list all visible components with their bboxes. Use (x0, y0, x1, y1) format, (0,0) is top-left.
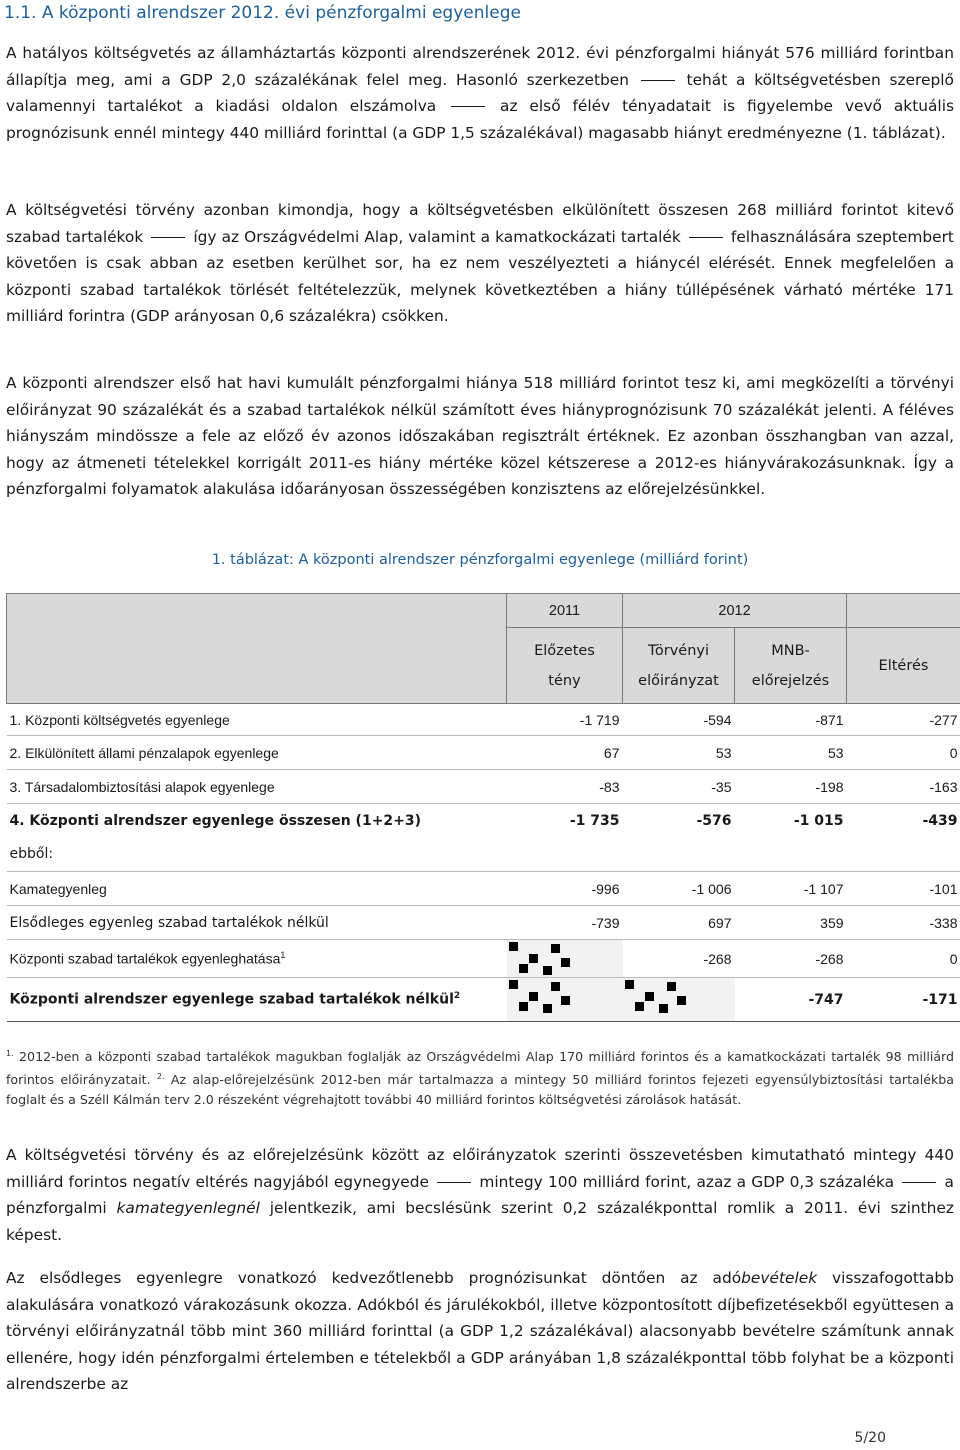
ebbol-label: ebből: (7, 838, 507, 872)
paragraph-italic: kamategyenlegnél (116, 1199, 260, 1218)
cell-2011-teny: -996 (507, 872, 623, 906)
empty-cell (623, 838, 735, 872)
header-text: Törvényi (647, 642, 710, 659)
cell-mnb: -871 (735, 704, 847, 736)
table-row (7, 770, 960, 804)
table-footnotes (6, 1044, 954, 1110)
row-label-cell (7, 940, 507, 978)
paragraph-text: A költségvetési törvény azonban kimondja, hogy a költségvetésben elkülönített összesen 268 milliárd forintot kitevő szabad tartalékok (6, 201, 954, 246)
header-text: Előzetes (534, 642, 595, 659)
paragraph-text: mintegy 100 milliárd forint, azaz a GDP 0,3 százaléka (479, 1172, 895, 1191)
table-header-row (7, 594, 960, 628)
cell-elteres: -277 (847, 704, 960, 736)
dash-mark (437, 1182, 471, 1183)
row-label: 3. Társadalombiztosítási alapok egyenlege (7, 770, 507, 804)
cell-mnb: -747 (735, 978, 847, 1022)
cell-elteres: -338 (847, 906, 960, 940)
cell-mnb: -198 (735, 770, 847, 804)
paragraph-elorejelzes (6, 1142, 954, 1248)
paragraph-kozponti-alrendszer: A központi alrendszer első hat havi kumulált pénzforgalmi hiánya 518 milliárd forintot tesz ki, ami megközelíti a törvényi előirányzat 90 százalékát és a szabad tartalékok nélkül számított éves hiányprognózisunk 70 százalékát jelenti. A féléves hiányszám mindössze a fele az előző év azonos időszakában regisztrált értéknek. Ez azonban összhangban van azzal, hogy az átmeneti tételekkel korrigált 2011-es hiány mértéke közel kétszerese a 2012-es hiányvárakozásunknak. Így a pénzforgalmi folyamatok alakulása időarányosan összességében konzisztens az előrejelzésünkkel. (6, 374, 954, 499)
cell-torvenyi: -268 (623, 940, 735, 978)
paragraph-text: jelentkezik, ami becslésünk szerint 0,2 százalékponttal romlik a 2011. évi szinthez képest. (6, 1199, 954, 1244)
cell-elteres: 0 (847, 736, 960, 770)
paragraph-text: így az Országvédelmi Alap, valamint a kamatkockázati tartalék (193, 227, 681, 246)
cell-mnb: 359 (735, 906, 847, 940)
header-empty-cell (7, 628, 507, 704)
dash-mark (689, 237, 723, 238)
paragraph-text: tehát a költségvetésben szereplő valamennyi tartalékot a kiadási oldalon elszámolva (6, 70, 954, 116)
cell-torvenyi: -576 (696, 812, 732, 829)
cell-mnb: 53 (735, 736, 847, 770)
cell-torvenyi: 53 (623, 736, 735, 770)
not-applicable-cell (507, 978, 623, 1022)
table-subheader-row (7, 628, 960, 704)
table-row (7, 704, 960, 736)
table-caption: 1. táblázat: A központi alrendszer pénzforgalmi egyenlege (milliárd forint) (211, 552, 749, 568)
paragraph-text: a pénzforgalmi (6, 1172, 954, 1218)
row-label: 1. Központi költségvetés egyenlege (7, 704, 507, 736)
header-elteres: Eltérés (847, 628, 960, 704)
paragraph-text: Az elsődleges egyenlegre vonatkozó kedvezőtlenebb prognózisunkat döntően az adó (6, 1269, 742, 1287)
table-row-total (7, 804, 960, 838)
dash-mark (151, 237, 185, 238)
balance-table (6, 593, 960, 1022)
header-year-2012: 2012 (623, 594, 847, 628)
cell-elteres: -439 (922, 812, 958, 829)
cell-mnb: -1 107 (735, 872, 847, 906)
table-row (7, 940, 960, 978)
cell-elteres: -101 (847, 872, 960, 906)
footnote-1: 2012-ben a központi szabad tartalékok magukban foglalják az Országvédelmi Alap 170 milliárd forintos és a kamatkockázati tartalék 98 milliárd forintos előirányzatait. (6, 1049, 954, 1088)
dash-mark (641, 80, 675, 81)
paragraph-koltsegvetesi-torveny (6, 197, 954, 330)
header-torvenyi-eloiranyzat (623, 628, 735, 704)
cell-2011-teny: -739 (507, 906, 623, 940)
paragraph-text: visszafogottabb alakulására vonatkozó várakozásunk okozza. Adókból és járulékokból, illetve központosított díjbefizetésekből együttesen a törvényi előirányzatnál több mint 360 milliárd forinttal (a GDP 1,2 százalékával) alacsonyabb bevételre számítunk annak ellenére, hogy idén pénzforgalmi értelemben e tételekből a GDP arányában 1,8 százalékponttal több folyhat be a központi alrendszerbe az (6, 1269, 954, 1394)
header-empty-cell (7, 594, 507, 628)
footnote-mark: 1. (6, 1049, 14, 1058)
header-year-2011: 2011 (507, 594, 623, 628)
page-number: 5/20 (854, 1430, 886, 1446)
cell-mnb: -268 (735, 940, 847, 978)
cell-2011-teny: -83 (507, 770, 623, 804)
row-label: Központi alrendszer egyenlege szabad tartalékok nélkül (9, 991, 454, 1008)
cell-torvenyi: -1 006 (623, 872, 735, 906)
empty-cell (735, 838, 847, 872)
paragraph-text: az első félév tényadatait is figyelembe vevő aktuális prognózisunk ennél mintegy 440 milliárd forinttal (a GDP 1,5 százalékával) magasabb hiányt eredményezne (1. táblázat). (6, 97, 954, 142)
paragraph-italic: bevételek (741, 1269, 818, 1287)
footnote-ref: 2 (453, 991, 461, 1002)
header-text: tény (548, 672, 581, 689)
cell-elteres: 0 (847, 940, 960, 978)
header-text: előirányzat (638, 672, 719, 689)
not-applicable-cell (623, 978, 735, 1022)
header-empty-cell (847, 594, 960, 628)
paragraph-text: A költségvetési törvény és az előrejelzésünk között az előirányzatok szerinti összevetésben kimutatható mintegy 440 milliárd forintos negatív eltérés nagyjából egynegyede (6, 1146, 954, 1191)
dash-mark (902, 1182, 936, 1183)
footnote-2: Az alap-előrejelzésünk 2012-ben már tartalmazza a mintegy 50 milliárd forintos fejezeti egyensúlybiztosítási tartalékba foglalt és a Széll Kálmán terv 2.0 részeként végrehajtott további 40 milliárd forintos költségvetési zárolások hatását. (6, 1072, 954, 1108)
row-label: 4. Központi alrendszer egyenlege összesen (1+2+3) (9, 812, 422, 829)
footnote-ref: 1 (280, 950, 286, 961)
paragraph-elsodleges-egyenleg (6, 1265, 954, 1398)
cell-2011-teny: -1 719 (507, 704, 623, 736)
table-row-ebbol (7, 838, 960, 872)
cell-torvenyi: -594 (623, 704, 735, 736)
cell-torvenyi: 697 (623, 906, 735, 940)
table-row (7, 978, 960, 1022)
paragraph-text: felhasználására szeptembert követően is csak abban az esetben kerülhet sor, ha ez nem veszélyezteti a hiánycél elérését. Ennek megfelelően a központi szabad tartalékok törlését feltételezzük, melynek következtében a hiány túllépésének várható mértéke 171 milliárd forintra (GDP arányosan 0,6 százalékra) csökken. (6, 227, 954, 326)
paragraph-text: A hatályos költségvetés az államháztartás központi alrendszerének 2012. évi pénzforgalmi hiányát 576 milliárd forintban állapítja meg, ami a GDP 2,0 százalékának felel meg. Hasonló szerkezetben (6, 44, 954, 89)
row-label-cell (7, 978, 507, 1022)
cell-2011-teny: 67 (507, 736, 623, 770)
footnote-mark: 2. (156, 1072, 165, 1082)
not-applicable-cell (507, 940, 623, 978)
section-heading: 1.1. A központi alrendszer 2012. évi pénzforgalmi egyenlege (4, 3, 521, 23)
row-label: 2. Elkülönített állami pénzalapok egyenlege (7, 736, 507, 770)
header-text: előrejelzés (751, 672, 830, 689)
header-elozetes-teny (507, 628, 623, 704)
header-text: MNB- (771, 642, 810, 659)
row-label: Kamategyenleg (7, 872, 507, 906)
cell-elteres: -171 (847, 978, 960, 1022)
empty-cell (847, 838, 960, 872)
cell-2011-teny: -1 735 (569, 812, 620, 829)
paragraph-hatalyos (6, 40, 954, 146)
cell-elteres: -163 (847, 770, 960, 804)
row-label: Központi szabad tartalékok egyenleghatása (9, 950, 281, 967)
table-row (7, 906, 960, 940)
table-row (7, 872, 960, 906)
empty-cell (507, 838, 623, 872)
table-row (7, 736, 960, 770)
cell-torvenyi: -35 (623, 770, 735, 804)
row-label: Elsődleges egyenleg szabad tartalékok nélkül (7, 906, 507, 940)
header-mnb-elorejelzes (735, 628, 847, 704)
dash-mark (451, 106, 485, 107)
cell-mnb: -1 015 (793, 812, 844, 829)
